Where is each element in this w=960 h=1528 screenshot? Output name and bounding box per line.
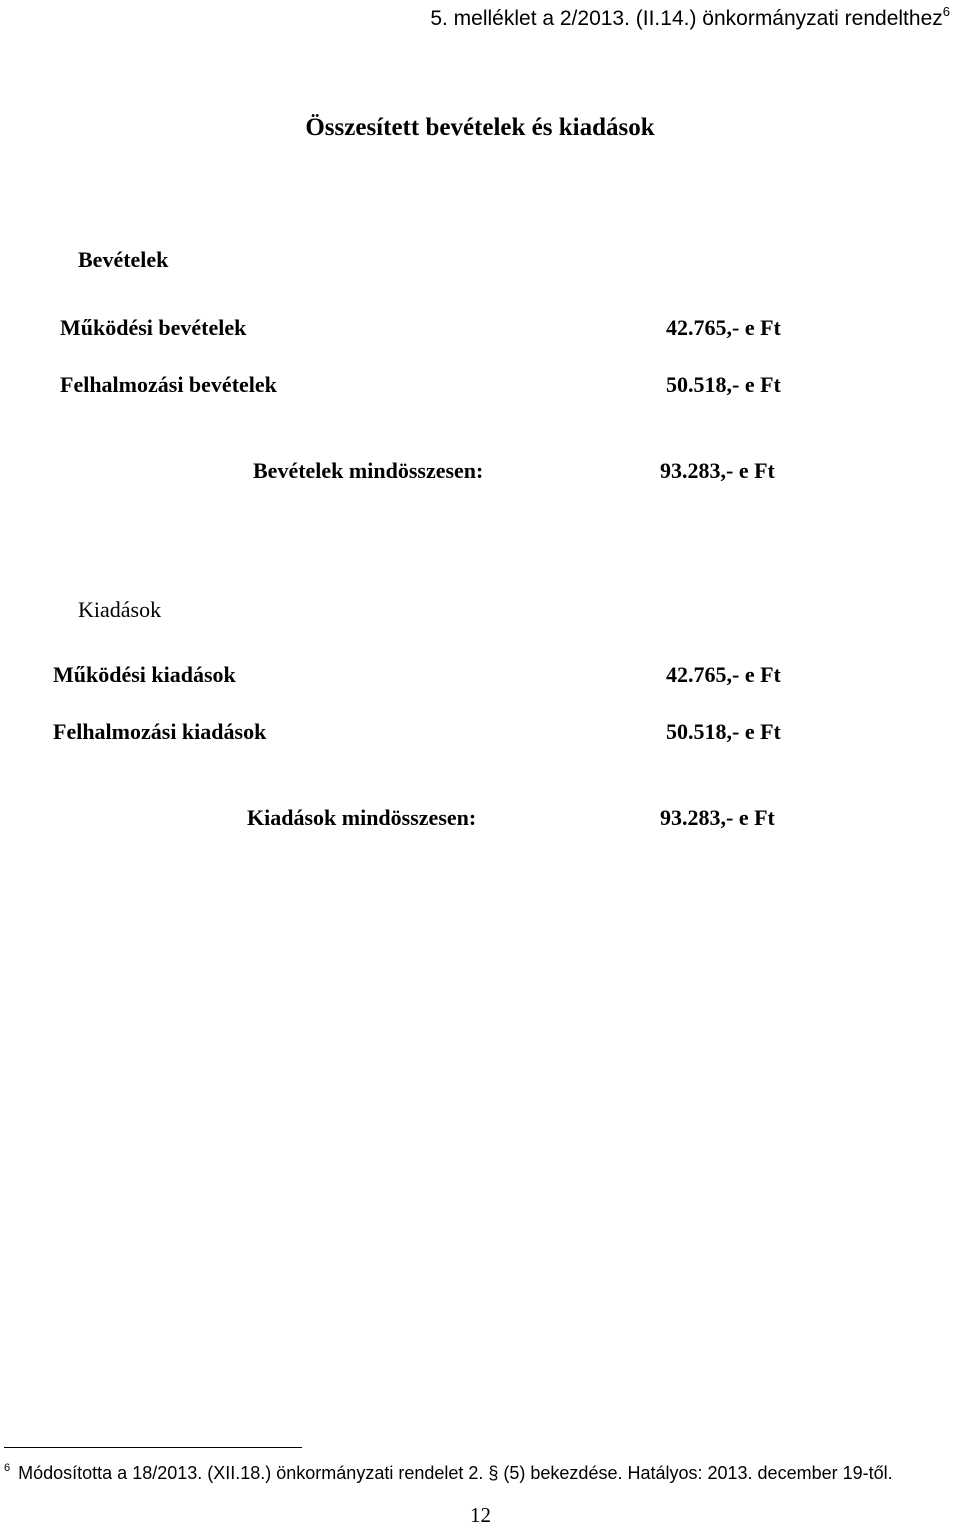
expenses-capital-value: 50.518,- e Ft bbox=[666, 719, 781, 744]
expenses-total-value: 93.283,- e Ft bbox=[660, 805, 775, 830]
expenses-heading: Kiadások bbox=[78, 597, 162, 622]
footnote-divider bbox=[4, 1447, 302, 1448]
income-capital-label: Felhalmozási bevételek bbox=[60, 372, 277, 397]
income-capital-value: 50.518,- e Ft bbox=[666, 372, 781, 397]
footnote-text: Módosította a 18/2013. (XII.18.) önkormányzati rendelet 2. § (5) bekezdése. Hatályos: 2013. december 19-től. bbox=[18, 1463, 893, 1483]
expenses-operating-label: Működési kiadások bbox=[53, 662, 236, 687]
income-total-label: Bevételek mindösszesen: bbox=[253, 458, 484, 483]
income-total-value: 93.283,- e Ft bbox=[660, 458, 775, 483]
income-operating-label: Működési bevételek bbox=[60, 315, 247, 340]
expenses-operating-value: 42.765,- e Ft bbox=[666, 662, 781, 687]
footnote-ref: 6 bbox=[4, 1462, 11, 1474]
annex-note-footnote-ref: 6 bbox=[942, 4, 950, 19]
annex-note bbox=[430, 4, 950, 31]
footnote bbox=[4, 1462, 893, 1484]
income-heading: Bevételek bbox=[78, 247, 169, 272]
expenses-total-label: Kiadások mindösszesen: bbox=[247, 805, 477, 830]
annex-note-text: 5. melléklet a 2/2013. (II.14.) önkormányzati rendelthez bbox=[430, 7, 943, 30]
page-number: 12 bbox=[470, 1503, 491, 1527]
income-operating-value: 42.765,- e Ft bbox=[666, 315, 781, 340]
expenses-capital-label: Felhalmozási kiadások bbox=[53, 719, 267, 744]
page-title: Összesített bevételek és kiadások bbox=[305, 114, 655, 141]
